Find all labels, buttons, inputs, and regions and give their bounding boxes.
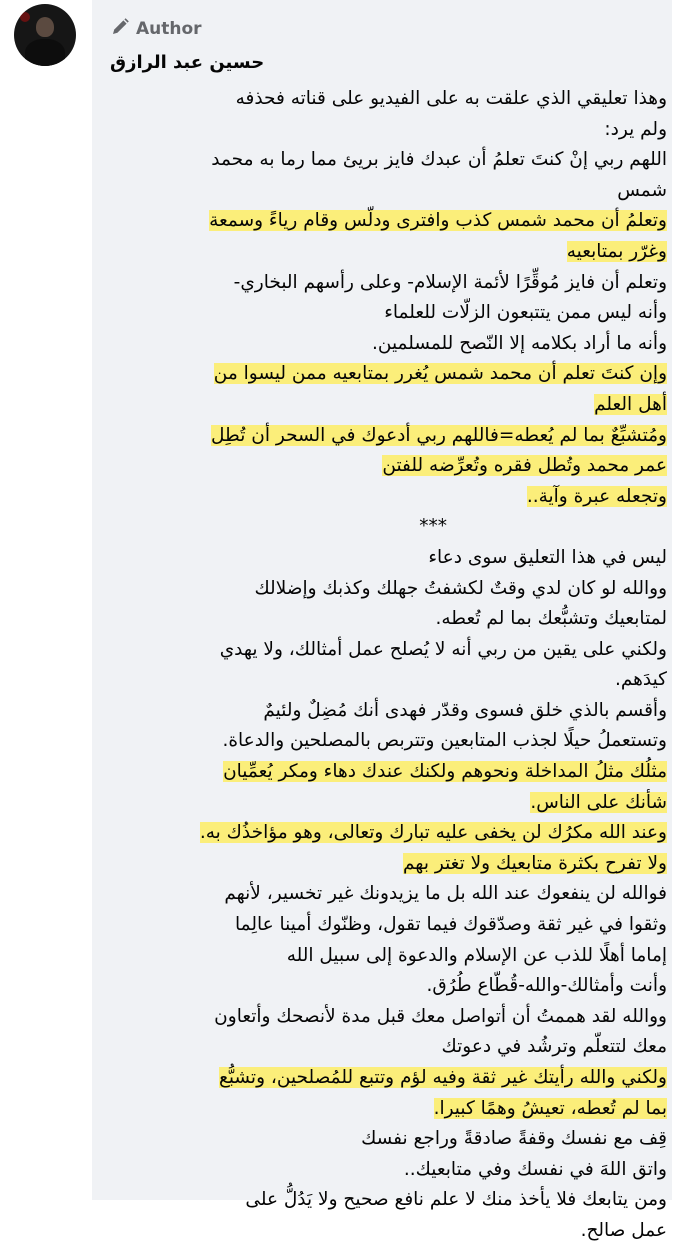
comment-line-text: وتعلم أن فايز مُوقِّرًا لأئمة الإسلام- وعلى رأسهم البخاري-	[233, 271, 667, 293]
comment-line	[119, 849, 667, 880]
comment-line	[119, 1185, 667, 1216]
comment-line-text: لمتابعيك وتشبُّعك بما لم تُعطه.	[435, 608, 667, 630]
highlighted-text: وتجعله عبرة وآية..	[526, 485, 667, 507]
comment-line	[119, 329, 667, 360]
comment-line	[119, 512, 667, 543]
comment-line	[119, 726, 667, 757]
highlighted-text: وغرّر بمتابعيه	[566, 240, 667, 262]
comment-line	[119, 1216, 667, 1247]
comment-line-text: ومن يتابعك فلا يأخذ منك لا علم نافع صحيح ولا يَدُلُّ على	[245, 1189, 667, 1211]
pencil-icon	[110, 17, 130, 42]
highlighted-text: ولكني والله رأيتك غير ثقة وفيه لؤم وتتبع للمُصلحين، وتشبُّع	[219, 1067, 667, 1088]
highlighted-text: ولا تفرح بكثرة متابعيك ولا تغتر بهم	[403, 852, 667, 874]
comment-line	[119, 635, 667, 666]
comment-line	[119, 84, 667, 115]
comment-line-text: واتق اللهَ في نفسك وفي متابعيك..	[403, 1158, 667, 1180]
comment-line	[119, 1032, 667, 1063]
comment-line-text: ووالله لقد هممتُ أن أتواصل معك قبل مدة لأنصحك وأتعاون	[214, 1005, 667, 1027]
author-name[interactable]: حسين عبد الرازق	[110, 52, 265, 73]
comment-line	[119, 910, 667, 941]
comment-line	[119, 941, 667, 972]
comment-line	[119, 971, 667, 1002]
comment-line-text: وثقوا في غير ثقة وصدّقوك فيما تقول، وظنّوك أمينا عالِما	[235, 914, 667, 936]
comment-line-text: معك لتتعلّم وترشُد في دعوتك	[441, 1036, 667, 1058]
comment-line-text: ليس في هذا التعليق سوى دعاء	[428, 546, 667, 568]
comment-line	[119, 604, 667, 635]
comment-line-text: اللهم ربي إنْ كنتَ تعلمُ أن عبدك فايز بريئ مما رما به محمد	[211, 149, 667, 171]
comment-line	[119, 665, 667, 696]
comment-line	[119, 176, 667, 207]
comment-line-text: وأنه ما أراد بكلامه إلا النّصح للمسلمين.	[371, 332, 667, 354]
highlighted-text: مثلُك مثلُ المداخلة ونحوهم ولكنك عندك دهاء ومكر يُعمِّيان	[223, 761, 667, 783]
comment-line-text: شمس	[617, 179, 667, 201]
comment-line-text: ووالله لو كان لدي وقتٌ لكشفتُ جهلك وكذبك وإضلالك	[254, 577, 667, 599]
comment-line	[119, 115, 667, 146]
comment-line-text: ***	[419, 516, 447, 538]
author-avatar[interactable]	[14, 4, 76, 66]
comment-line-text: إماما أهلًا للذب عن الإسلام والدعوة إلى سبيل الله	[286, 944, 667, 966]
comment-line-text: فوالله لن ينفعوك عند الله بل ما يزيدونك غير تخسير، لأنهم	[224, 883, 667, 905]
author-badge	[110, 14, 202, 44]
comment-line	[119, 421, 667, 452]
comment-line	[119, 145, 667, 176]
comment-line	[119, 818, 667, 849]
comment-line-text: وأقسم بالذي خلق فسوى وقدّر فهدى أنك مُضِلٌ ولئيمٌ	[263, 699, 667, 721]
comment-line-text: ولم يرد:	[604, 118, 667, 140]
comment-line	[119, 696, 667, 727]
comment-line	[119, 390, 667, 421]
comment-line	[119, 1155, 667, 1186]
comment-line-text: كيدَهم.	[614, 669, 667, 691]
avatar-head	[36, 17, 54, 37]
comment-line-text: عمل صالح.	[580, 1219, 667, 1241]
comment-line-text: وأنه ليس ممن يتتبعون الزلّات للعلماء	[384, 302, 667, 324]
comment-line	[119, 298, 667, 329]
comment-line-text: وتستعملُ حيلًا لجذب المتابعين وتتربص بالمصلحين والدعاة.	[222, 730, 667, 752]
highlighted-text: بما لم تُعطه، تعيشُ وهمًا كبيرا.	[433, 1097, 667, 1119]
comment-line-text: ولكني على يقين من ربي أنه لا يُصلح عمل أمثالك، ولا يهدي	[219, 638, 667, 660]
comment-line	[119, 237, 667, 268]
comment-line	[119, 788, 667, 819]
comment-line	[119, 1002, 667, 1033]
comment-line	[119, 359, 667, 390]
highlighted-text: وتعلمُ أن محمد شمس كذب وافترى ودلّس وقام رياءً وسمعة	[209, 210, 667, 232]
comment-line	[119, 451, 667, 482]
comment-line	[119, 757, 667, 788]
author-badge-label: Author	[136, 19, 202, 39]
highlighted-text: ومُتشبِّعٌ بما لم يُعطه=فاللهم ربي أدعوك في السحر أن تُطِل	[211, 424, 667, 446]
comment-line-text: وأنت وأمثالك-والله-قُطّاع طُرُق.	[426, 975, 667, 997]
comment-line	[119, 543, 667, 574]
comment-line	[119, 1124, 667, 1155]
comment-line	[119, 206, 667, 237]
avatar-body	[25, 39, 65, 66]
comment-line	[119, 1063, 667, 1094]
comment-line	[119, 482, 667, 513]
comment-line	[119, 268, 667, 299]
highlighted-text: شأنك على الناس.	[530, 791, 667, 813]
comment-line	[119, 879, 667, 910]
highlighted-text: عمر محمد وتُطل فقره وتُعرِّضه للفتن	[382, 455, 667, 477]
comment-line	[119, 574, 667, 605]
comment-text	[119, 84, 667, 1247]
comment-line	[119, 1094, 667, 1125]
comment-line-text: وهذا تعليقي الذي علقت به على الفيديو على قناته فحذفه	[235, 88, 667, 109]
highlighted-text: وإن كنتَ تعلم أن محمد شمس يُغرر بمتابعيه ممن ليسوا من	[213, 363, 667, 385]
highlighted-text: وعند الله مكرُك لن يخفى عليه تبارك وتعالى، وهو مؤاخذُك به.	[199, 822, 667, 844]
highlighted-text: أهل العلم	[594, 393, 667, 415]
avatar-glow	[20, 12, 30, 22]
comment-line-text: قِف مع نفسك وقفةً صادقةً وراجع نفسك	[361, 1128, 667, 1150]
